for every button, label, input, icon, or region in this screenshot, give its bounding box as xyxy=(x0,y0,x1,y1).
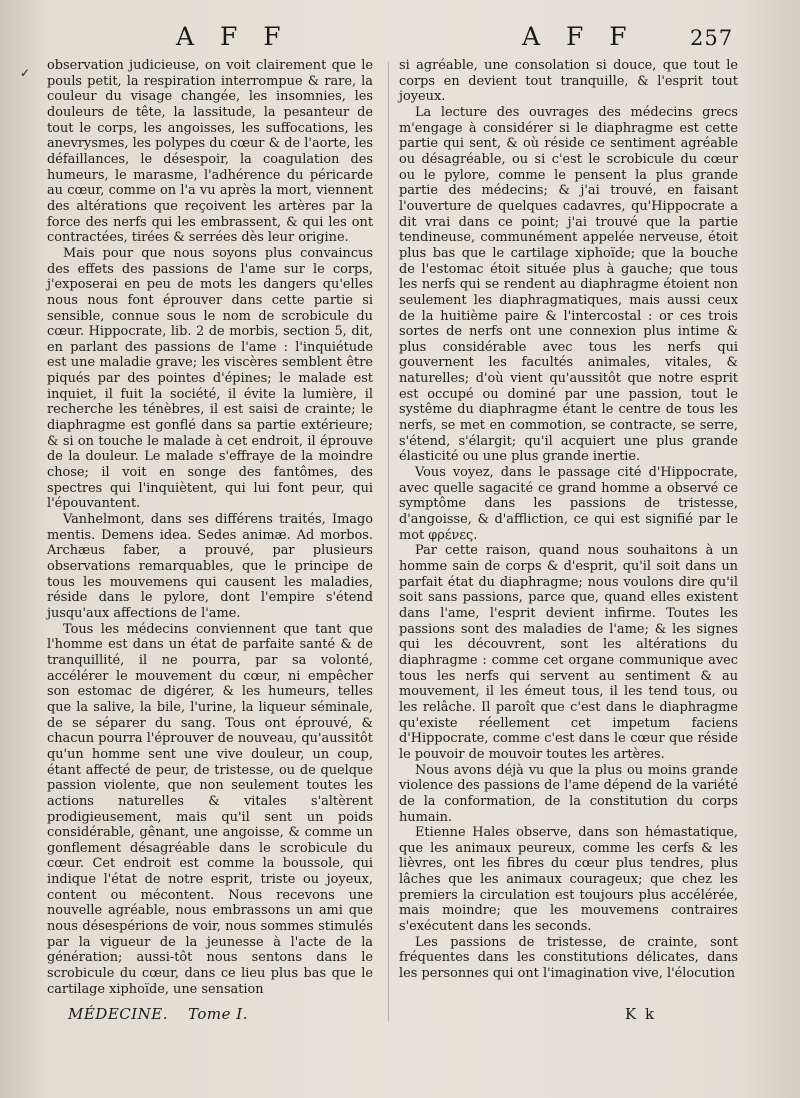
paragraph: Mais pour que nous soyons plus convaincus des effets des passions de l'ame sur le corps, j'exposerai en peu de mots les dangers qu'elles nous nous font éprouver dans cette partie si sensible, connue sous le nom de scrobicule du cœur. Hippocrate, lib. 2 de morbis, section 5, dit, en parlant des passions de l'ame : l'inquiétude est une maladie grave; les viscères semblent être piqués par des pointes d'épines; le malade est inquiet, il fuit la société, il évite la lumière, il recherche les ténèbres, il est saisi de crainte; le diaphragme est gonflé dans sa partie extérieure; & si on touche le malade à cet endroit, il éprouve de la douleur. Le malade s'effraye de la moindre chose; il voit en songe des fantômes, des spectres qui l'inquiètent, qui lui font peur, qui l'épouvantent. xyxy=(47,245,373,512)
signature-mark: K k xyxy=(625,1005,657,1023)
column-divider xyxy=(388,62,389,1022)
paragraph: Etienne Hales observe, dans son hémastatique, que les animaux peureux, comme les cerfs & les lièvres, ont les fibres du cœur plus tendres, plus lâches que les animaux courageux; que chez les premiers la circulation est toujours plus accélérée, mais moindre; que les mouvemens contraires s'exécutent dans les seconds. xyxy=(399,825,738,935)
margin-mark: ✓ xyxy=(20,66,31,80)
paragraph: Vous voyez, dans le passage cité d'Hippocrate, avec quelle sagacité ce grand homme a observé ce symptôme dans les passions de tristesse, d'angoisse, & d'affliction, ce qui est signifié par le mot φρένες. xyxy=(399,465,738,543)
running-head-left: A F F xyxy=(176,22,290,51)
paragraph: Nous avons déjà vu que la plus ou moins grande violence des passions de l'ame dépend de la variété de la conformation, de la constitution du corps humain. xyxy=(399,762,738,825)
footer-title xyxy=(68,1005,248,1023)
right-column xyxy=(399,58,738,982)
paragraph: Par cette raison, quand nous souhaitons à un homme sain de corps & d'esprit, qu'il soit dans un parfait état du diaphragme; nous voulons dire qu'il soit sans passions, parce que, quand elles existent dans l'ame, l'esprit devient infirme. Toutes les passions sont des maladies de l'ame; & les signes qui les découvrent, sont les altérations du diaphragme : comme cet organe communique avec tous les nerfs qui servent au sentiment & au mouvement, il les émeut tous, il les tend tous, ou les relâche. Il paroît que c'est dans le diaphragme qu'existe réellement cet impetum faciens d'Hippocrate, comme c'est dans le cœur que réside le pouvoir de mouvoir toutes les artères. xyxy=(399,543,738,762)
paragraph: Les passions de tristesse, de crainte, sont fréquentes dans les constitutions délicates, dans les personnes qui ont l'imagination vive, l'élocution xyxy=(399,934,738,982)
paragraph: si agréable, une consolation si douce, que tout le corps en devient tout tranquille, & l'esprit tout joyeux. xyxy=(399,58,738,105)
paragraph: La lecture des ouvrages des médecins grecs m'engage à considérer si le diaphragme est cette partie qui sent, & où réside ce sentiment agréable ou désagréable, ou si c'est le scrobicule du cœur ou le pylore, comme le pensent la plus grande partie des médecins; & j'ai trouvé, en faisant l'ouverture de quelques cadavres, qu'Hippocrate a dit vrai dans ce point; j'ai trouvé que la partie tendineuse, communément appelée nerveuse, étoit plus bas que le cartilage xiphoïde; que la bouche de l'estomac étoit située plus à gauche; que tous les nerfs qui se rendent au diaphragme étoient non seulement les diaphragmatiques, mais aussi ceux de la huitième paire & l'intercostal : or ces trois sortes de nerfs ont une connexion plus intime & plus considérable avec tous les nerfs qui gouvernent les facultés animales, vitales, & naturelles; d'où vient qu'aussitôt que notre esprit est occupé ou dominé par une passion, tout le systême du diaphragme étant le centre de tous les nerfs, se met en commotion, se contracte, se serre, s'étend, s'élargit; qu'il acquiert une plus grande élasticité ou une plus grande inertie. xyxy=(399,104,738,465)
footer-tome: Tome I. xyxy=(188,1005,248,1023)
page-number: 257 xyxy=(690,26,734,50)
running-head-right: A F F xyxy=(522,22,636,51)
paragraph: observation judicieuse, on voit clairement que le pouls petit, la respiration interrompue & rare, la couleur du visage changée, les insomnies, les douleurs de tête, la lassitude, la pesanteur de tout le corps, les angoisses, les suffocations, les anevrysmes, les polypes du cœur & de l'aorte, les défaillances, le désespoir, la coagulation des humeurs, le marasme, l'adhérence du péricarde au cœur, comme on l'a vu après la mort, viennent des altérations que reçoivent les artères par la force des nerfs qui les embrassent, & qui les ont contractées, tirées & serrées dès leur origine. xyxy=(47,58,373,246)
left-column xyxy=(47,58,373,997)
paragraph: Tous les médecins conviennent que tant que l'homme est dans un état de parfaite santé & de tranquillité, il ne pourra, par sa volonté, accélérer le mouvement du cœur, ni empêcher son estomac de digérer, & les humeurs, telles que la salive, la bile, l'urine, la liqueur séminale, de se séparer du sang. Tous ont éprouvé, & chacun pourra l'éprouver de nouveau, qu'aussitôt qu'un homme sent une vive douleur, un coup, étant affecté de peur, de tristesse, ou de quelque passion violente, que non seulement toutes les actions naturelles & vitales s'altèrent prodigieusement, mais qu'il sent un poids considérable, gênant, une angoisse, & comme un gonflement désagréable dans le scrobicule du cœur. Cet endroit est comme la boussole, qui indique l'état de notre esprit, triste ou joyeux, content ou mécontent. Nous recevons une nouvelle agréable, nous embrassons un ami que nous désespérions de voir, nous sommes stimulés par la vigueur de la jeunesse à l'acte de la génération; aussi-tôt nous sentons dans le scrobicule du cœur, dans ce lieu plus bas que le cartilage xiphoïde, une sensation xyxy=(47,621,373,997)
footer-section: MÉDECINE. xyxy=(68,1005,169,1023)
paragraph: Vanhelmont, dans ses différens traités, Imago mentis. Demens idea. Sedes animæ. Ad morbos. Archæus faber, a prouvé, par plusieurs observations remarquables, que le principe de tous les mouvemens qui causent les maladies, réside dans le pylore, dont l'empire s'étend jusqu'aux affections de l'ame. xyxy=(47,512,373,621)
